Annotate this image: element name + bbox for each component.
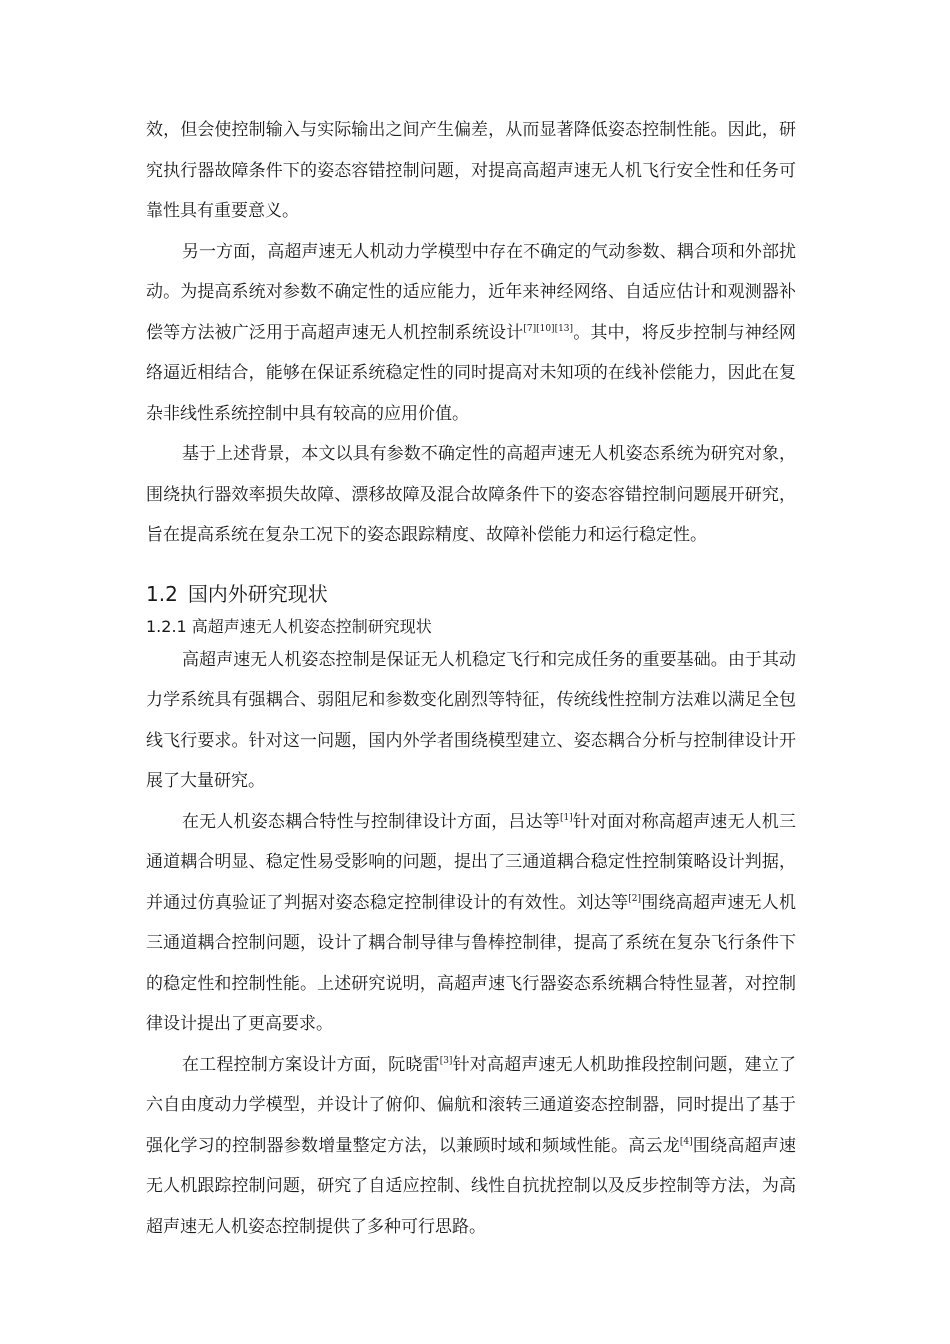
paragraph-attitude-control: 高超声速无人机姿态控制是保证无人机稳定飞行和完成任务的重要基础。由于其动力学系统具有强耦合、弱阻尼和参数变化剧烈等特征，传统线性控制方法难以满足全包线飞行要求。针对这一问题，国内外学者围绕模型建立、姿态耦合分析与控制律设计开展了大量研究。 bbox=[146, 649, 796, 791]
paragraph-engineering bbox=[146, 1045, 796, 1248]
subsection-heading: 1.2.1 高超声速无人机姿态控制研究现状 bbox=[146, 616, 432, 636]
paragraph-uncertainty bbox=[146, 232, 796, 435]
paragraph-continuation: 效，但会使控制输入与实际输出之间产生偏差，从而显著降低姿态控制性能。因此，研究执行器故障条件下的姿态容错控制问题，对提高高超声速无人机飞行安全性和任务可靠性具有重要意义。 bbox=[146, 120, 796, 221]
paragraph-text: 。其中，将反步控制与神经网络逼近相结合，能够在保证系统稳定性的同时提高对未知项的在线补偿能力，因此在复杂非线性系统控制中具有较高的应用价值。 bbox=[146, 322, 797, 424]
paragraph-text: 针对高超声速无人机助推段控制问题，建立了六自由度动力学模型，并设计了俯仰、偏航和滚转三通道姿态控制器，同时提出了基于强化学习的控制器参数增量整定方法，以兼顾时域和频域性能。高云龙 bbox=[146, 1054, 797, 1156]
section-heading bbox=[146, 576, 796, 612]
paragraph-background: 基于上述背景，本文以具有参数不确定性的高超声速无人机姿态系统为研究对象，围绕执行器效率损失故障、漂移故障及混合故障条件下的姿态容错控制问题展开研究，旨在提高系统在复杂工况下的姿态跟踪精度、故障补偿能力和运行稳定性。 bbox=[146, 444, 796, 545]
paragraph-text: 围绕高超声速无人机三通道耦合控制问题，设计了耦合制导律与鲁棒控制律，提高了系统在复杂飞行条件下的稳定性和控制性能。上述研究说明，高超声速飞行器姿态系统耦合特性显著，对控制律设计提出了更高要求。 bbox=[146, 892, 797, 1034]
paragraph-text: 围绕高超声速无人机跟踪控制问题，研究了自适应控制、线性自抗扰控制以及反步控制等方法，为高超声速无人机姿态控制提供了多种可行思路。 bbox=[146, 1135, 797, 1237]
section-number: 1.2 bbox=[146, 581, 178, 606]
page-body bbox=[146, 110, 796, 1247]
citation-3[interactable]: [3] bbox=[439, 1055, 453, 1066]
citation-1[interactable]: [1] bbox=[559, 812, 573, 823]
paragraph-text: 在工程控制方案设计方面，阮晓雷 bbox=[182, 1054, 440, 1075]
paragraph-text: 另一方面，高超声速无人机动力学模型中存在不确定的气动参数、耦合项和外部扰动。为提高系统对参数不确定性的适应能力，近年来神经网络、自适应估计和观测器补偿等方法被广泛用于高超声速无人机控制系统设计 bbox=[146, 241, 796, 343]
citation-7-10-13[interactable]: [7][10][13] bbox=[523, 323, 574, 334]
citation-4[interactable]: [4] bbox=[679, 1136, 693, 1147]
section-title: 国内外研究现状 bbox=[187, 581, 328, 606]
paragraph-coupling bbox=[146, 802, 796, 1045]
paragraph-text: 针对面对称高超声速无人机三通道耦合明显、稳定性易受影响的问题，提出了三通道耦合稳定性控制策略设计判据，并通过仿真验证了判据对姿态稳定控制律设计的有效性。刘达等 bbox=[146, 811, 797, 913]
paragraph-text: 在无人机姿态耦合特性与控制律设计方面，吕达等 bbox=[182, 811, 560, 832]
citation-2[interactable]: [2] bbox=[628, 893, 641, 904]
